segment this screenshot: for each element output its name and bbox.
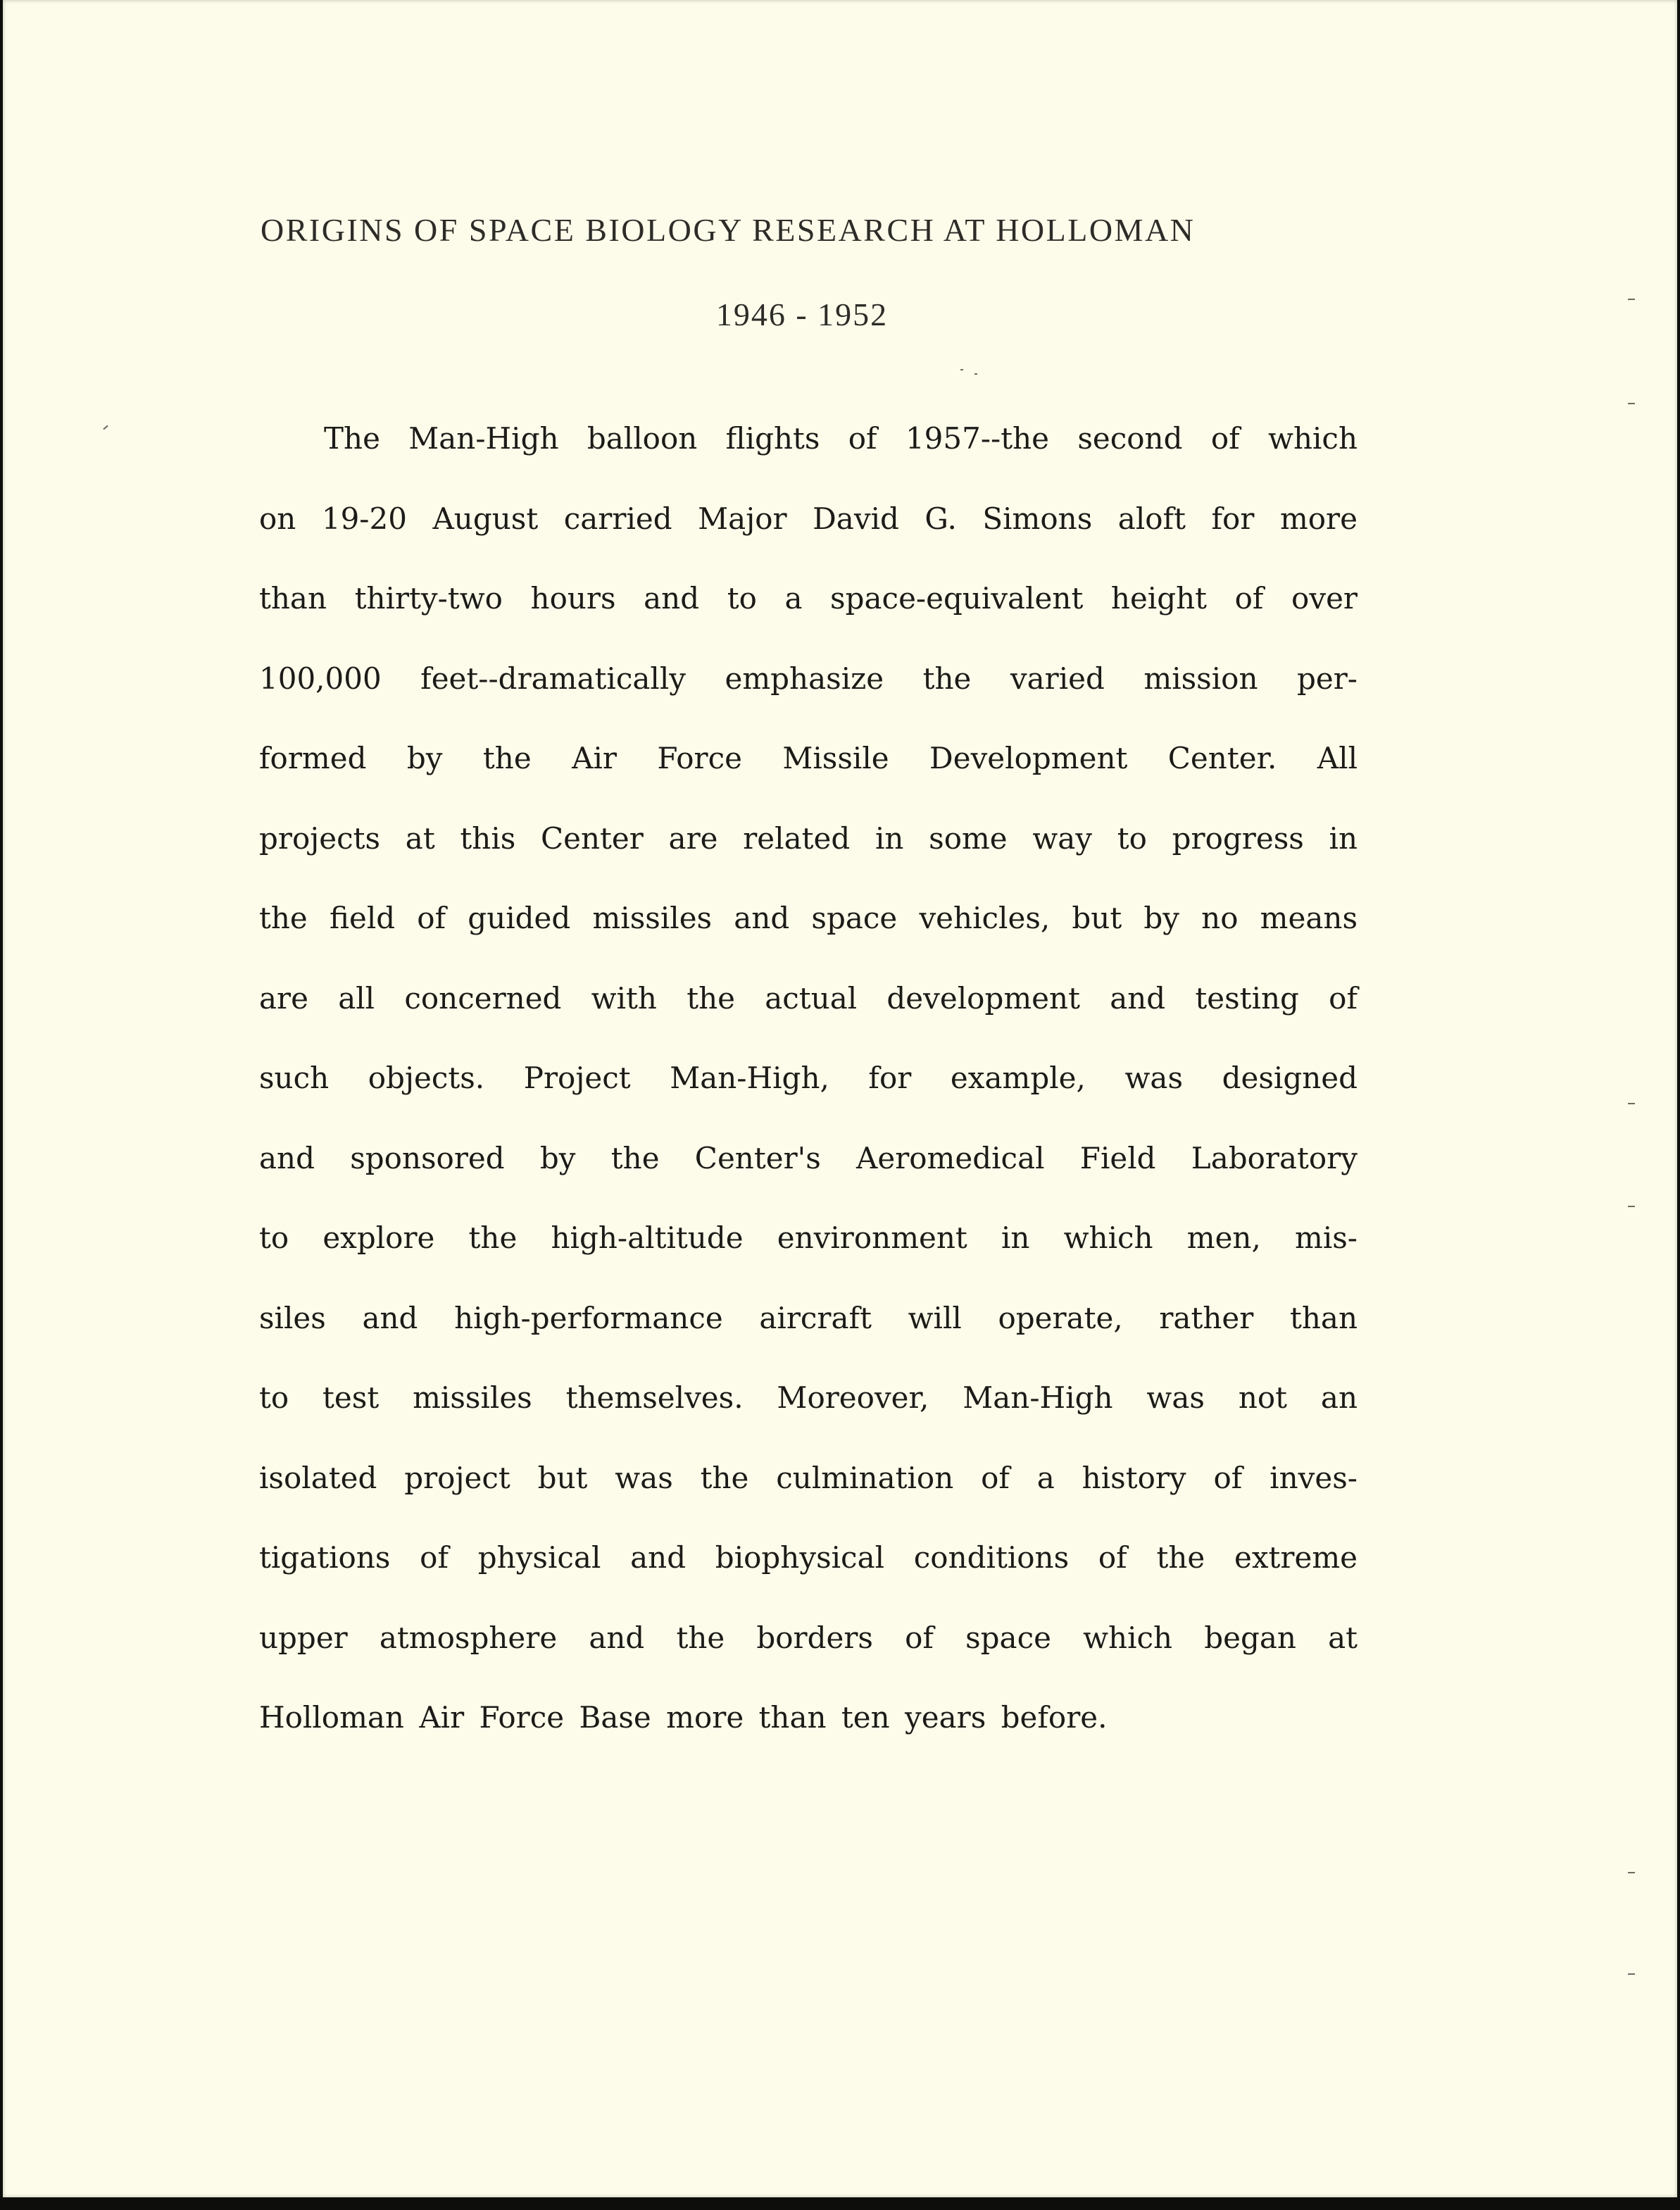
paragraph-line: than thirty-two hours and to a space-equivalent height of over [259, 581, 1358, 616]
document-title: ORIGINS OF SPACE BIOLOGY RESEARCH AT HOLLOMAN [261, 212, 1196, 248]
paragraph-line: 100,000 feet--dramatically emphasize the varied mission per- [259, 661, 1358, 696]
scan-speck [960, 369, 963, 370]
scan-speck [1628, 1872, 1635, 1873]
paragraph-line: siles and high-performance aircraft will operate, rather than [259, 1300, 1358, 1335]
paragraph-line: The Man-High balloon flights of 1957--the second of which [324, 421, 1358, 456]
body-paragraph [259, 414, 1358, 1773]
paragraph-line: the field of guided missiles and space vehicles, but by no means [259, 901, 1358, 935]
paragraph-line: to test missiles themselves. Moreover, Man-High was not an [259, 1380, 1358, 1415]
paragraph-line: to explore the high-altitude environment in which men, mis- [259, 1221, 1358, 1255]
paragraph-line: upper atmosphere and the borders of space which began at [259, 1620, 1358, 1655]
paragraph-line: are all concerned with the actual development and testing of [259, 980, 1358, 1016]
document-page [3, 0, 1677, 2197]
paragraph-line: and sponsored by the Center's Aeromedical Field Laboratory [259, 1140, 1358, 1175]
paragraph-line: formed by the Air Force Missile Development Center. All [259, 741, 1358, 775]
paragraph-line: isolated project but was the culmination of a history of inves- [259, 1460, 1358, 1495]
scan-speck [1628, 299, 1635, 300]
scan-speck [1628, 1973, 1635, 1975]
scan-speck [1628, 1103, 1635, 1104]
scan-speck [1628, 403, 1635, 404]
scan-speck [1628, 1206, 1635, 1207]
paragraph-line: projects at this Center are related in some way to progress in [259, 820, 1358, 856]
document-years: 1946 - 1952 [715, 296, 889, 332]
paragraph-line: such objects. Project Man-High, for example, was designed [259, 1061, 1358, 1095]
paragraph-line: tigations of physical and biophysical conditions of the extreme [259, 1540, 1358, 1575]
paragraph-line: on 19-20 August carried Major David G. Simons aloft for more [259, 501, 1358, 536]
scan-speck [974, 373, 977, 375]
paragraph-line: Holloman Air Force Base more than ten years before. [259, 1700, 1108, 1735]
scan-speck [103, 425, 108, 430]
